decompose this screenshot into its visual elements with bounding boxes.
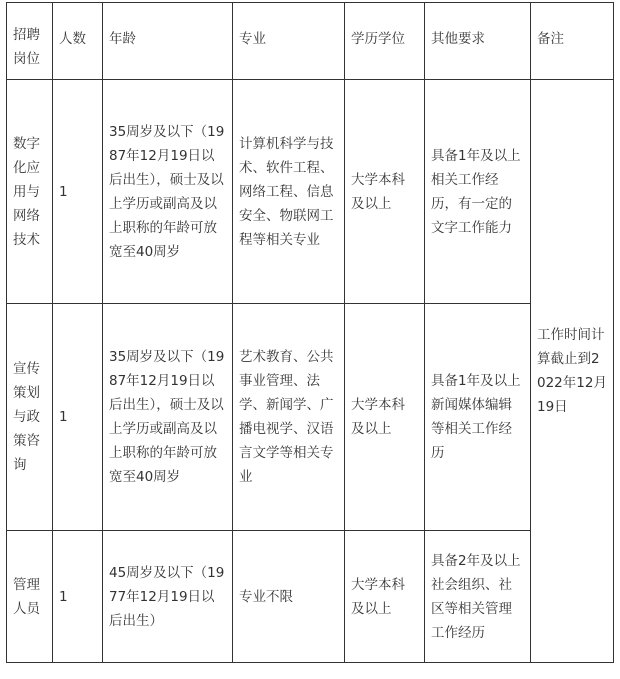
other-requirements-cell: 具备1年及以上新闻媒体编辑等相关工作经历 [425, 304, 531, 531]
header-education: 学历学位 [345, 3, 425, 80]
education-cell: 大学本科及以上 [345, 304, 425, 531]
table-row [7, 304, 614, 531]
table-row [7, 531, 614, 663]
post-cell: 管理人员 [7, 531, 53, 663]
header-post: 招聘岗位 [7, 3, 53, 80]
count-cell: 1 [53, 531, 103, 663]
major-cell: 艺术教育、公共事业管理、法学、新闻学、广播电视学、汉语言文学等相关专业 [233, 304, 345, 531]
count-cell: 1 [53, 80, 103, 304]
age-cell: 35周岁及以下（1987年12月19日以后出生），硕士及以上学历或副高及以上职称的年龄可放宽至40周岁 [103, 304, 233, 531]
count-cell: 1 [53, 304, 103, 531]
header-count: 人数 [53, 3, 103, 80]
header-other-requirements: 其他要求 [425, 3, 531, 80]
education-cell: 大学本科及以上 [345, 80, 425, 304]
post-cell: 数字化应用与网络技术 [7, 80, 53, 304]
major-cell: 计算机科学与技术、软件工程、网络工程、信息安全、物联网工程等相关专业 [233, 80, 345, 304]
recruitment-table [6, 2, 614, 663]
post-cell: 宣传策划与政策咨询 [7, 304, 53, 531]
header-row [7, 3, 614, 80]
note-cell: 工作时间计算截止到2022年12月19日 [531, 80, 614, 663]
other-requirements-cell: 具备1年及以上相关工作经历，有一定的文字工作能力 [425, 80, 531, 304]
age-cell: 45周岁及以下（1977年12月19日以后出生） [103, 531, 233, 663]
table-row [7, 80, 614, 304]
major-cell: 专业不限 [233, 531, 345, 663]
header-note: 备注 [531, 3, 614, 80]
education-cell: 大学本科及以上 [345, 531, 425, 663]
other-requirements-cell: 具备2年及以上社会组织、社区等相关管理工作经历 [425, 531, 531, 663]
age-cell: 35周岁及以下（1987年12月19日以后出生），硕士及以上学历或副高及以上职称的年龄可放宽至40周岁 [103, 80, 233, 304]
header-major: 专业 [233, 3, 345, 80]
header-age: 年龄 [103, 3, 233, 80]
